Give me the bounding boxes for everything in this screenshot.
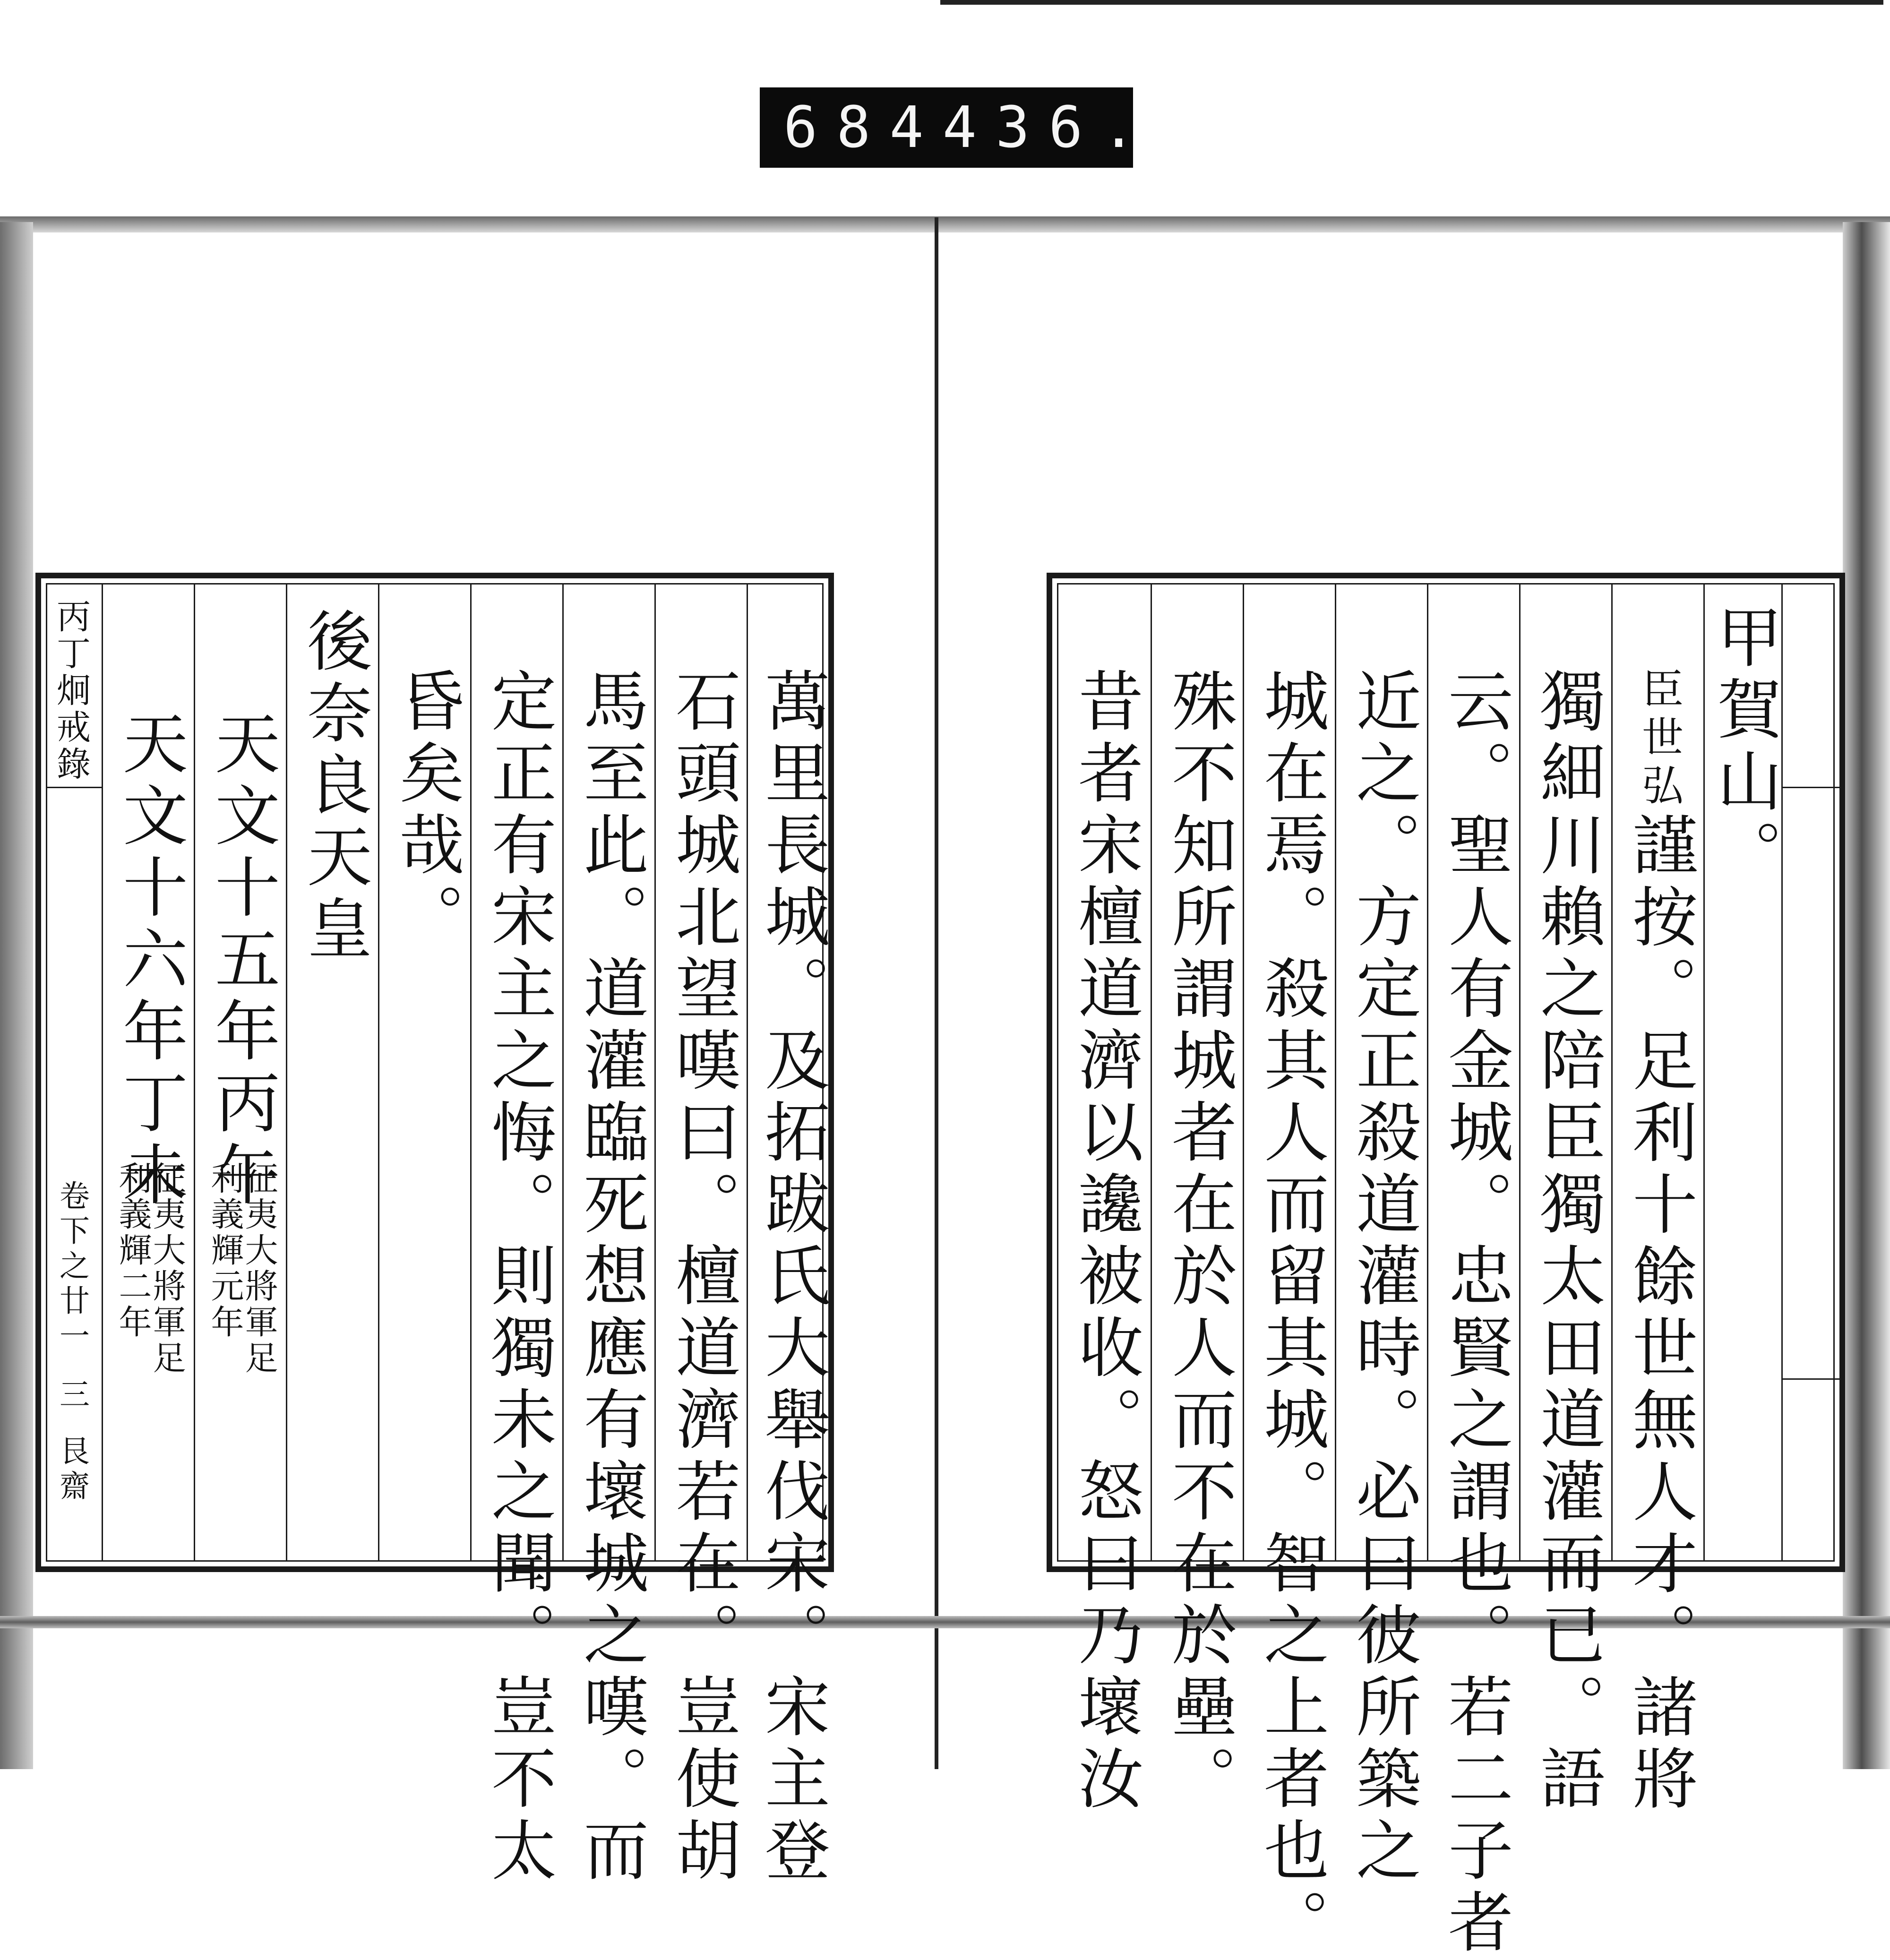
left-col-8-note-b: 利義輝二年 (113, 1161, 152, 1341)
left-col-5-text: 昏矣哉。 (388, 667, 464, 954)
right-col-3-text: 獨細川賴之陪臣獨太田道灌而已。語 (1529, 667, 1606, 1816)
book-left-edge (0, 222, 33, 1769)
right-col-5-text: 近之。方定正殺道灌時。必曰彼所築之 (1345, 667, 1421, 1888)
right-col-5 (1335, 585, 1428, 1888)
book-bottom-edge (0, 1616, 1890, 1628)
right-col-6 (1243, 585, 1336, 1960)
margin-studio: 艮齋 (54, 1435, 89, 1505)
margin-page: 三 (54, 1378, 89, 1413)
catalog-number-right: 436. (942, 95, 1155, 161)
right-page-inner-border (1057, 583, 1835, 1960)
left-col-7 (194, 585, 287, 1560)
left-col-2-text: 石頭城北望嘆曰。檀道濟若在。豈使胡 (665, 667, 741, 1888)
margin-chapter: 卷下之廿一 (54, 1180, 89, 1355)
left-col-1 (747, 585, 834, 1888)
left-col-5 (378, 585, 472, 1560)
left-col-7-note-a: 征夷大將軍足 (240, 1161, 278, 1376)
right-margin-divider-bottom (1783, 1378, 1845, 1380)
left-page-inner-border (46, 583, 830, 1888)
book-top-edge (0, 216, 1890, 232)
right-col-4 (1427, 585, 1521, 1960)
margin-column (47, 585, 102, 1560)
left-col-4-text: 定正有宋主之悔。則獨未之聞。豈不太 (481, 667, 557, 1888)
right-margin-divider-top (1783, 787, 1845, 788)
right-col-3 (1519, 585, 1613, 1816)
right-title: 甲賀山。 (1706, 603, 1782, 891)
catalog-number-left: 684 (783, 95, 943, 161)
left-col-4 (470, 585, 564, 1888)
catalog-label (760, 87, 1155, 168)
left-col-7-text: 天文十五年丙午 (204, 710, 280, 1212)
left-col-6-text: 後奈良天皇 (296, 607, 372, 966)
right-col-7 (1151, 585, 1244, 1816)
right-col-2-text: 謹按。足利十餘世無人才。諸將 (1622, 811, 1698, 1817)
right-col-8 (1058, 585, 1151, 1816)
margin-title-divider (47, 787, 102, 788)
left-col-1-text: 萬里長城。及拓跋氏大舉伐宋。宋主登 (754, 667, 830, 1888)
book-right-edge (1843, 222, 1890, 1769)
left-col-8 (102, 585, 195, 1560)
right-col-7-text: 殊不知所謂城者在於人而不在於壘。 (1161, 667, 1237, 1816)
right-col-2 (1611, 585, 1705, 1817)
left-col-8-text: 天文十六年丁未 (112, 710, 188, 1212)
left-col-6 (286, 585, 379, 1560)
right-margin-strip (1781, 585, 1845, 1560)
book-spine (935, 217, 938, 1769)
right-col-2-lead-small: 臣世弘 (1635, 667, 1684, 812)
right-col-6-text: 城在焉。殺其人而留其城。智之上者也。 (1253, 667, 1329, 1960)
top-edge-rule (940, 0, 1883, 5)
right-col-8-text: 昔者宋檀道濟以讒被收。怒曰乃壞汝 (1067, 667, 1143, 1816)
right-col-4-text: 云。聖人有金城。忠賢之謂也。若二子者 (1437, 667, 1513, 1960)
right-page-frame (1047, 573, 1845, 1960)
margin-title: 丙丁炯戒錄 (51, 599, 91, 783)
right-col-1 (1703, 585, 1783, 1560)
left-page-frame (35, 573, 834, 1888)
left-col-8-note-a: 征夷大將軍足 (147, 1161, 186, 1376)
left-col-7-note-b: 利義輝元年 (206, 1161, 244, 1341)
left-col-3 (562, 585, 656, 1888)
left-col-2 (654, 585, 748, 1888)
left-col-3-text: 馬至此。道灌臨死想應有壞城之嘆。而 (573, 667, 649, 1888)
